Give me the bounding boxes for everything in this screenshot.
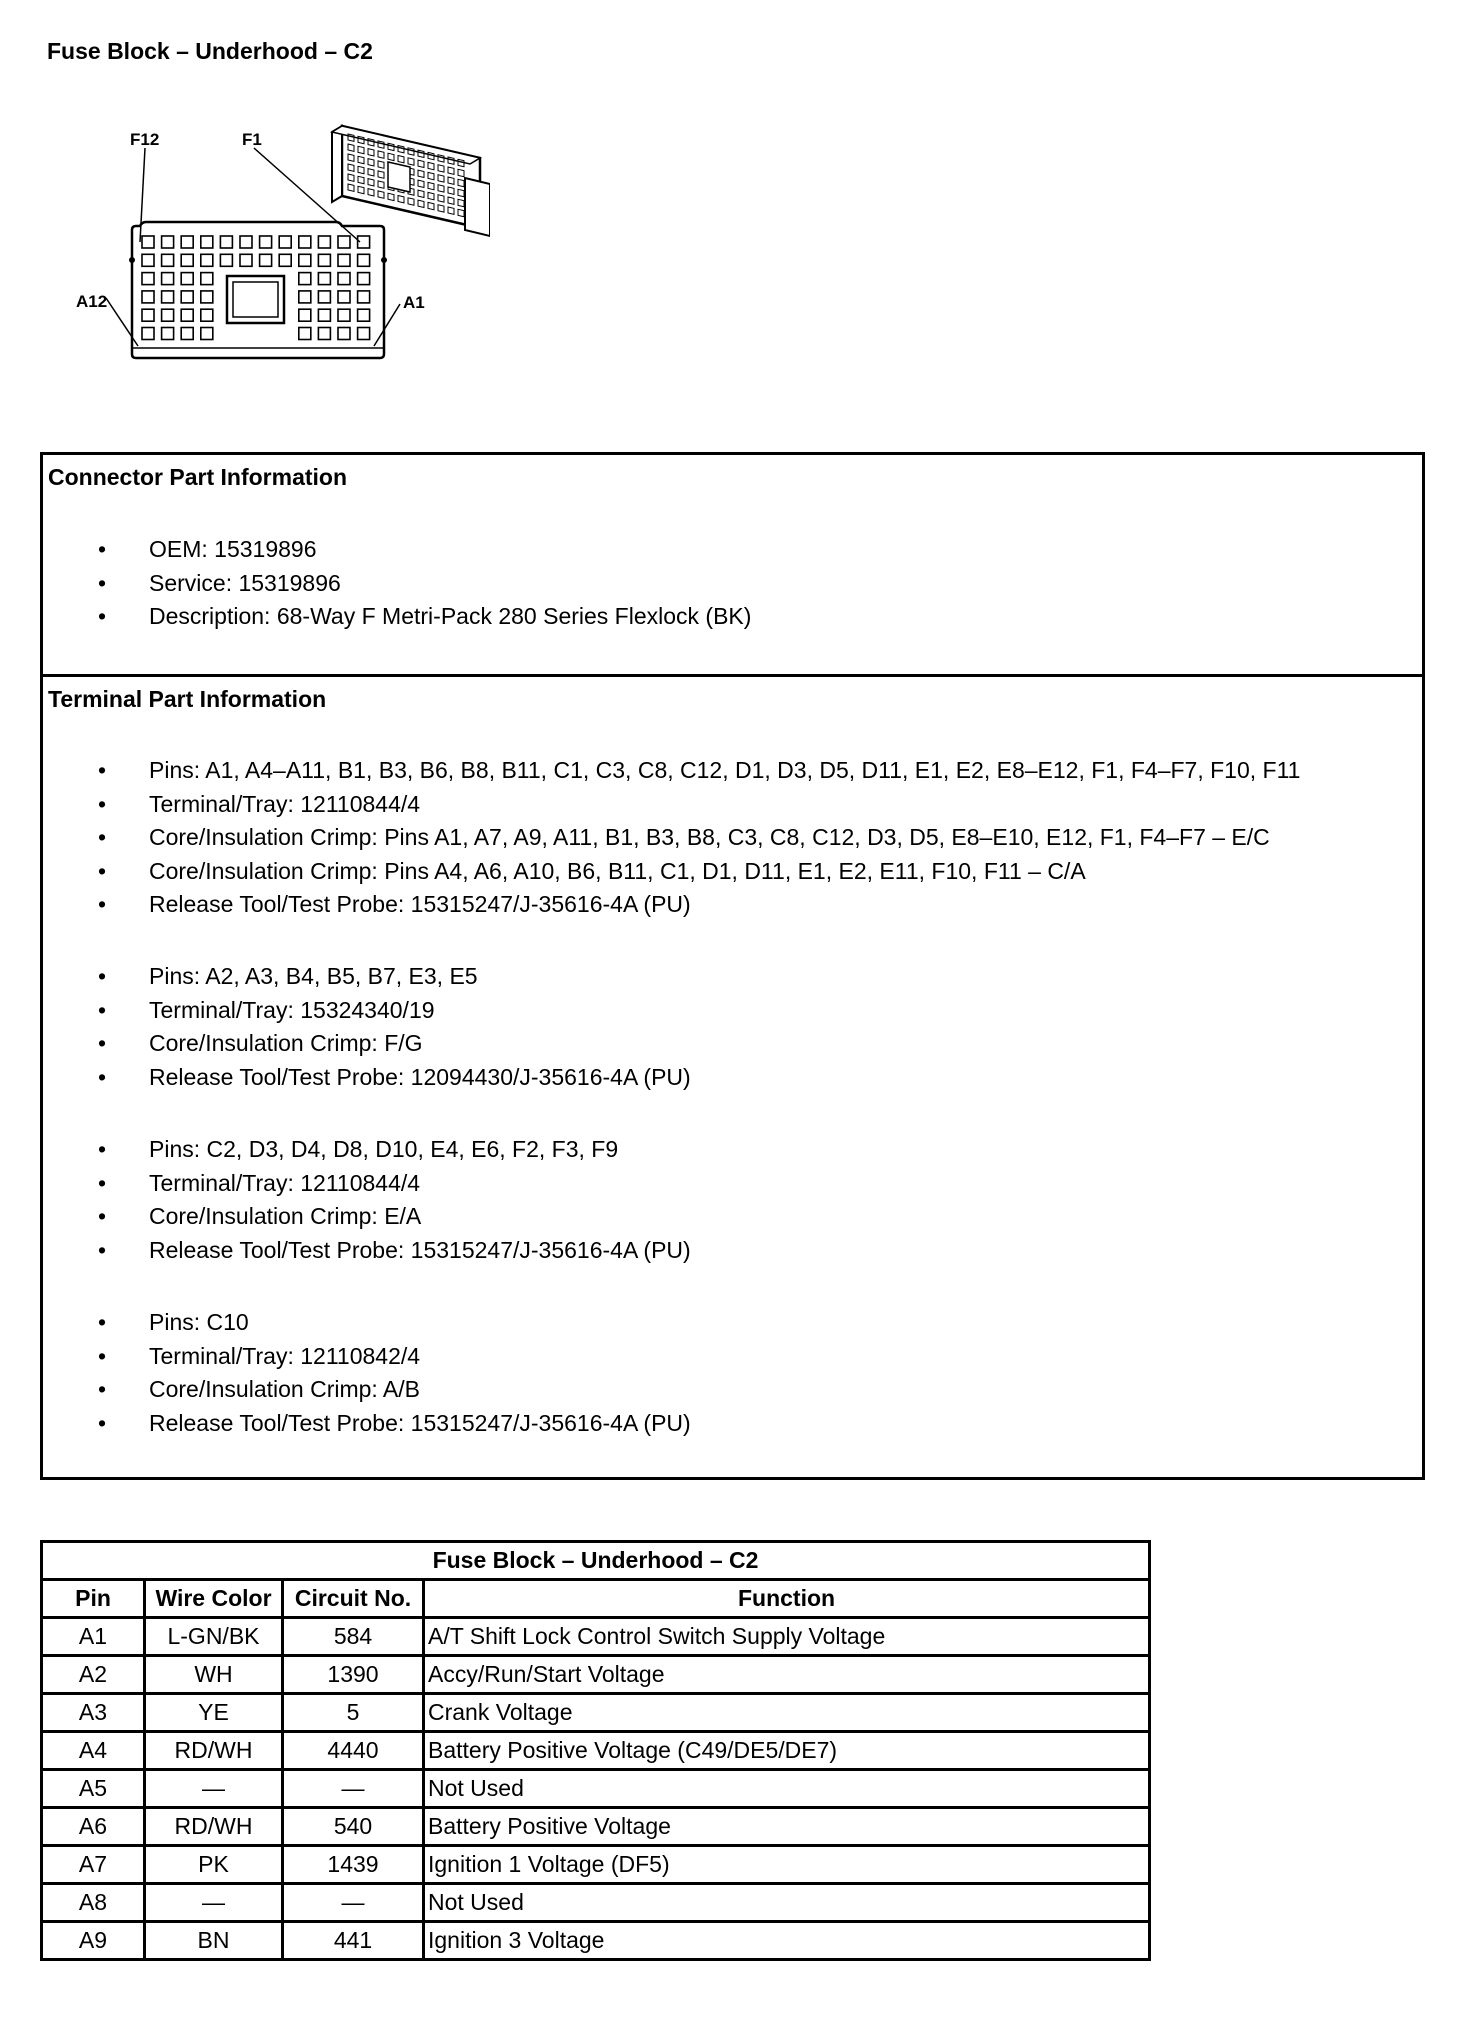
terminal-group-2 — [43, 960, 1422, 1094]
list-item: • Terminal/Tray: 15324340/19 — [43, 994, 1422, 1028]
terminal-part-info — [43, 677, 1422, 1477]
col-header-function: Function — [424, 1580, 1150, 1618]
terminal-group-4 — [43, 1306, 1422, 1440]
pin-cell: A1 — [42, 1618, 145, 1656]
function-cell: Ignition 3 Voltage — [424, 1922, 1150, 1960]
table-row — [42, 1656, 1150, 1694]
table-row — [42, 1922, 1150, 1960]
list-item: • Core/Insulation Crimp: A/B — [43, 1373, 1422, 1407]
table-row — [42, 1884, 1150, 1922]
list-item: • Pins: A2, A3, B4, B5, B7, E3, E5 — [43, 960, 1422, 994]
list-item: • Service: 15319896 — [43, 567, 1422, 601]
table-row — [42, 1846, 1150, 1884]
list-item: • Terminal/Tray: 12110844/4 — [43, 1167, 1422, 1201]
wire-color-cell: RD/WH — [145, 1808, 283, 1846]
wire-color-cell: L-GN/BK — [145, 1618, 283, 1656]
circuit-cell: 540 — [283, 1808, 424, 1846]
circuit-cell: 1390 — [283, 1656, 424, 1694]
label-a1: A1 — [403, 293, 425, 312]
list-item: • Release Tool/Test Probe: 15315247/J-35616-4A (PU) — [43, 1407, 1422, 1441]
label-f1: F1 — [242, 130, 262, 149]
function-cell: Ignition 1 Voltage (DF5) — [424, 1846, 1150, 1884]
label-f12: F12 — [130, 130, 160, 149]
table-title: Fuse Block – Underhood – C2 — [42, 1542, 1150, 1580]
function-cell: Accy/Run/Start Voltage — [424, 1656, 1150, 1694]
page-title: Fuse Block – Underhood – C2 — [47, 38, 373, 64]
pin-cell: A4 — [42, 1732, 145, 1770]
function-cell: A/T Shift Lock Control Switch Supply Voltage — [424, 1618, 1150, 1656]
list-item: • Description: 68-Way F Metri-Pack 280 Series Flexlock (BK) — [43, 600, 1422, 634]
wire-color-cell: — — [145, 1884, 283, 1922]
list-item: • Pins: C2, D3, D4, D8, D10, E4, E6, F2, F3, F9 — [43, 1133, 1422, 1167]
pin-cell: A9 — [42, 1922, 145, 1960]
terminal-group-1 — [43, 754, 1422, 922]
wire-color-cell: WH — [145, 1656, 283, 1694]
wire-color-cell: RD/WH — [145, 1732, 283, 1770]
connector-iso-view — [332, 126, 490, 236]
circuit-cell: 1439 — [283, 1846, 424, 1884]
list-item: • Core/Insulation Crimp: F/G — [43, 1027, 1422, 1061]
connector-diagram — [70, 118, 490, 368]
pin-cell: A8 — [42, 1884, 145, 1922]
list-item: • Core/Insulation Crimp: Pins A4, A6, A10, B6, B11, C1, D1, D11, E1, E2, E11, F10, F11 – C/A — [43, 855, 1422, 889]
function-cell: Not Used — [424, 1770, 1150, 1808]
circuit-cell: — — [283, 1770, 424, 1808]
table-row — [42, 1808, 1150, 1846]
circuit-cell: 441 — [283, 1922, 424, 1960]
list-item: • Release Tool/Test Probe: 15315247/J-35616-4A (PU) — [43, 1234, 1422, 1268]
table-row — [42, 1618, 1150, 1656]
terminal-group-3 — [43, 1133, 1422, 1267]
pin-cell: A3 — [42, 1694, 145, 1732]
list-item: • OEM: 15319896 — [43, 533, 1422, 567]
wire-color-cell: YE — [145, 1694, 283, 1732]
col-header-wire-color: Wire Color — [145, 1580, 283, 1618]
circuit-cell: 4440 — [283, 1732, 424, 1770]
pin-cell: A7 — [42, 1846, 145, 1884]
wire-color-cell: PK — [145, 1846, 283, 1884]
list-item: • Terminal/Tray: 12110844/4 — [43, 788, 1422, 822]
wire-color-cell: — — [145, 1770, 283, 1808]
connector-info-list — [43, 533, 1422, 634]
table-row — [42, 1694, 1150, 1732]
terminal-part-info-heading: Terminal Part Information — [48, 686, 327, 712]
pin-cell: A6 — [42, 1808, 145, 1846]
col-header-circuit: Circuit No. — [283, 1580, 424, 1618]
list-item: • Release Tool/Test Probe: 12094430/J-35616-4A (PU) — [43, 1061, 1422, 1095]
function-cell: Not Used — [424, 1884, 1150, 1922]
table-row — [42, 1732, 1150, 1770]
circuit-cell: 584 — [283, 1618, 424, 1656]
function-cell: Battery Positive Voltage (C49/DE5/DE7) — [424, 1732, 1150, 1770]
wire-color-cell: BN — [145, 1922, 283, 1960]
circuit-cell: — — [283, 1884, 424, 1922]
list-item: • Core/Insulation Crimp: E/A — [43, 1200, 1422, 1234]
pin-cell: A5 — [42, 1770, 145, 1808]
table-row — [42, 1770, 1150, 1808]
connector-part-info — [43, 455, 1422, 677]
list-item: • Core/Insulation Crimp: Pins A1, A7, A9, A11, B1, B3, B8, C3, C8, C12, D3, D5, E8–E10, E12, F1, F4–F7 – E/C — [43, 821, 1422, 855]
list-item: • Pins: A1, A4–A11, B1, B3, B6, B8, B11, C1, C3, C8, C12, D1, D3, D5, D11, E1, E2, E8–E12, F1, F4–F7, F10, F11 — [43, 754, 1422, 788]
list-item: • Terminal/Tray: 12110842/4 — [43, 1340, 1422, 1374]
pinout-table — [40, 1540, 1151, 1961]
list-item: • Pins: C10 — [43, 1306, 1422, 1340]
function-cell: Crank Voltage — [424, 1694, 1150, 1732]
pin-cell: A2 — [42, 1656, 145, 1694]
connector-part-info-heading: Connector Part Information — [48, 464, 348, 490]
circuit-cell: 5 — [283, 1694, 424, 1732]
col-header-pin: Pin — [42, 1580, 145, 1618]
function-cell: Battery Positive Voltage — [424, 1808, 1150, 1846]
part-info-box — [40, 452, 1425, 1480]
list-item: • Release Tool/Test Probe: 15315247/J-35616-4A (PU) — [43, 888, 1422, 922]
connector-face — [129, 222, 387, 358]
label-a12: A12 — [76, 292, 108, 311]
